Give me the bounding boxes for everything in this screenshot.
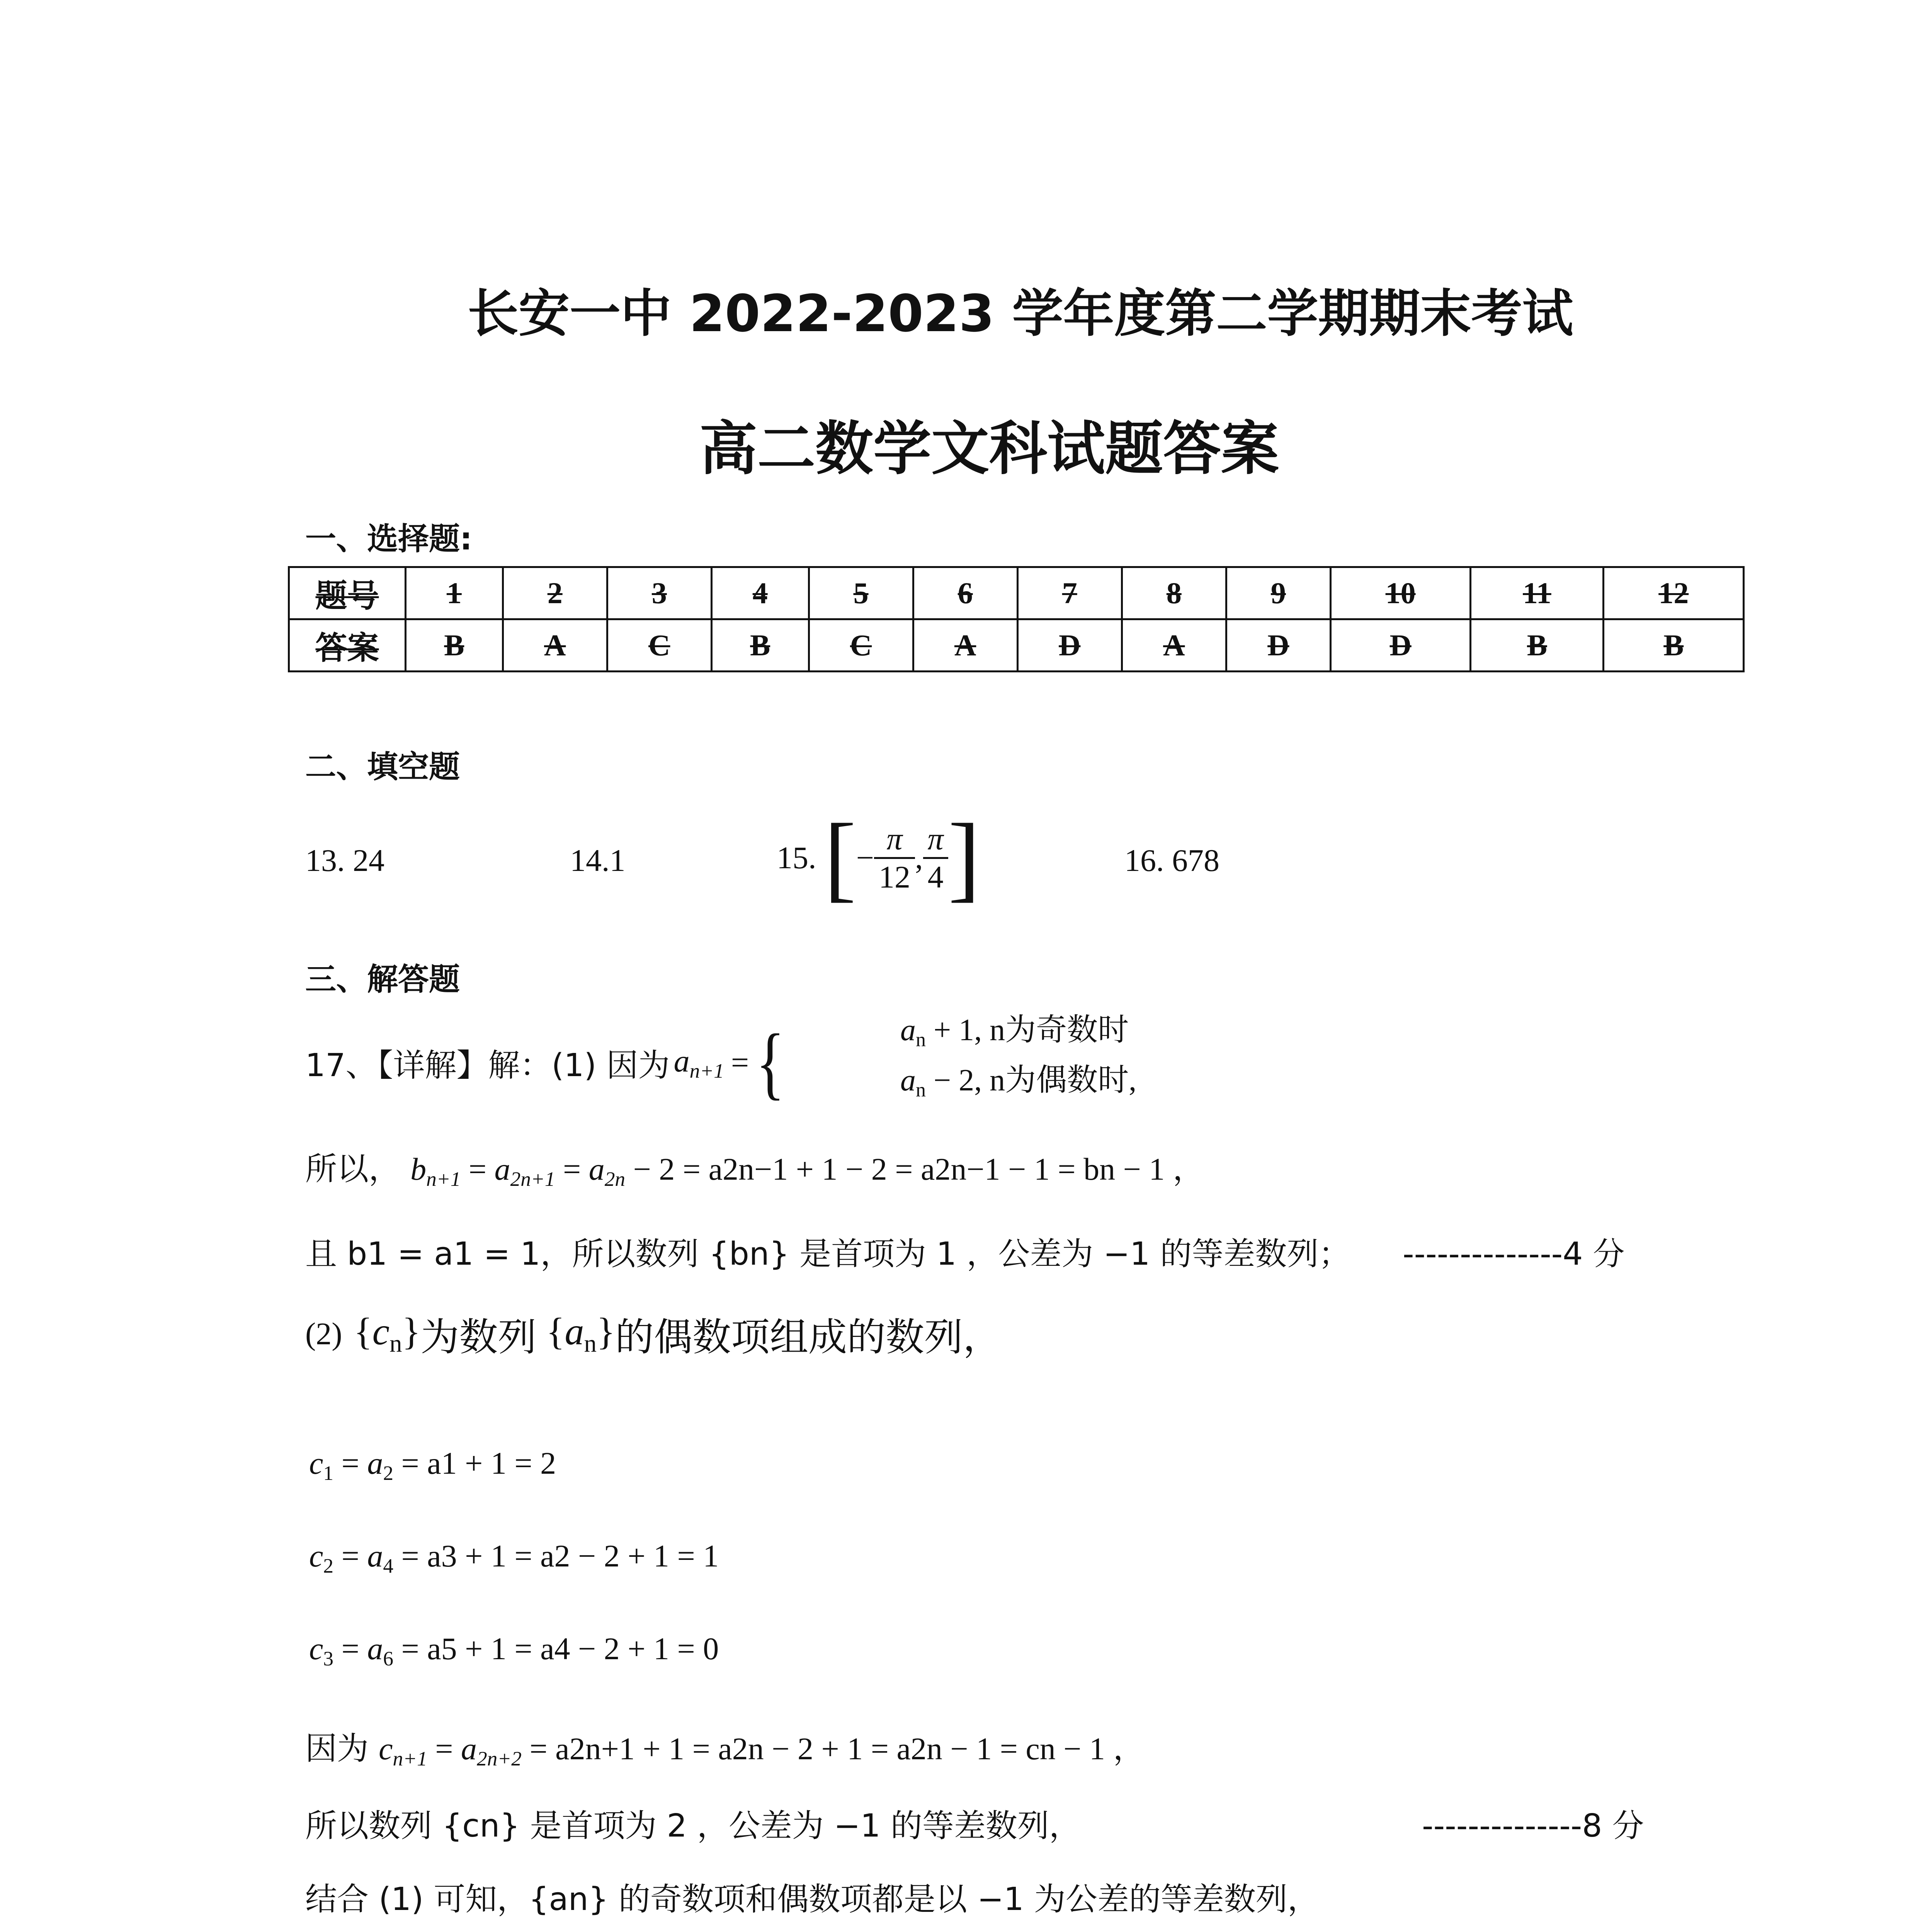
set-an: $\{a_n\}$	[546, 1310, 616, 1358]
answer-15	[777, 804, 980, 911]
answer-cell: D	[1330, 619, 1470, 672]
question-number: 1	[406, 567, 503, 619]
fraction-numerator: π	[874, 821, 915, 859]
section1-heading: 一、选择题:	[305, 521, 472, 557]
answer-cell: C	[809, 619, 913, 672]
left-brace: {	[756, 1017, 785, 1108]
fraction-pi-4	[923, 821, 948, 895]
score-4: --------------4 分	[1403, 1236, 1625, 1272]
row-header-question: 题号	[289, 567, 406, 619]
p17-intro	[305, 1017, 785, 1108]
answer-16: 16. 678	[1124, 843, 1219, 878]
p17-so-cn: 所以数列 {cn} 是首项为 2 ，公差为 −1 的等差数列，	[305, 1808, 1081, 1844]
answer-cell: B	[1604, 619, 1744, 672]
p17-so-label: 所以，	[305, 1151, 401, 1187]
question-number: 6	[913, 567, 1017, 619]
p17-part2-label: (2)	[305, 1316, 342, 1351]
answer-15-label: 15.	[777, 840, 816, 875]
fraction-pi-12	[874, 821, 915, 895]
answer-cell: B	[406, 619, 503, 672]
p17-line-so	[305, 1144, 1204, 1191]
section3-heading: 三、解答题	[305, 961, 460, 997]
p17-case1-text: + 1, n为奇数时	[934, 1013, 1129, 1047]
page-title: 长安一中 2022-2023 学年度第二学期期末考试	[468, 284, 1573, 344]
fraction-denominator: 4	[927, 859, 944, 895]
equals-sign: =	[731, 1045, 749, 1080]
set-cn: $\{c_n\}$	[354, 1310, 421, 1358]
p17-b-expr-prefix: bn+1 = a2n+1 = a2n − 2	[410, 1151, 683, 1190]
answer-14: 14.1	[570, 843, 626, 878]
answer-cell: B	[1471, 619, 1604, 672]
table-row	[289, 619, 1744, 672]
p17-because	[305, 1723, 1145, 1770]
p17-part2-text-a: 为数列	[420, 1315, 537, 1360]
answer-cell: B	[711, 619, 809, 672]
answer-table	[288, 566, 1745, 672]
p17-c2: $c_2 = a_4 = a3 + 1 = a2 - 2 + 1 = 1$	[309, 1538, 719, 1577]
question-number: 11	[1471, 567, 1604, 619]
answer-cell: A	[913, 619, 1017, 672]
answer-cell: D	[1017, 619, 1122, 672]
page-subtitle: 高二数学文科试题答案	[699, 415, 1279, 483]
p17-intro-text: 17、【详解】解：(1) 因为	[305, 1047, 670, 1084]
row-header-answer: 答案	[289, 619, 406, 672]
p17-c1: $c_1 = a_2 = a1 + 1 = 2$	[309, 1446, 556, 1485]
p17-c1-expr: = a1 + 1 = 2	[401, 1446, 556, 1481]
p17-so-expr: = a2n−1 + 1 − 2 = a2n−1 − 1 = bn − 1 ，	[682, 1151, 1204, 1187]
comma: ,	[915, 840, 923, 875]
question-number: 3	[607, 567, 711, 619]
p17-because-expr: = a2n+1 + 1 = a2n − 2 + 1 = a2n − 1 = cn − 1 ，	[529, 1731, 1145, 1766]
p17-because-prefix: cn+1 = a2n+2	[379, 1731, 522, 1770]
question-number: 7	[1017, 567, 1122, 619]
minus-sign: −	[856, 840, 874, 875]
table-row	[289, 567, 1744, 619]
question-number: 9	[1226, 567, 1330, 619]
answer-cell: D	[1226, 619, 1330, 672]
question-number: 8	[1122, 567, 1226, 619]
p17-a-n1: an+1	[673, 1043, 724, 1082]
p17-case2: $a_n - 2$, n为偶数时,	[900, 1063, 1137, 1101]
answer-13: 13. 24	[305, 843, 384, 878]
p17-c2-expr: = a3 + 1 = a2 − 2 + 1 = 1	[401, 1538, 719, 1573]
p17-and-text: 且 b1 = a1 = 1，所以数列 {bn} 是首项为 1 ，公差为 −1 的等差数列；	[305, 1236, 1350, 1272]
p17-part2	[305, 1306, 1002, 1362]
question-number: 12	[1604, 567, 1744, 619]
question-number: 5	[809, 567, 913, 619]
p17-c3-expr: = a5 + 1 = a4 − 2 + 1 = 0	[401, 1631, 719, 1666]
question-number: 10	[1330, 567, 1470, 619]
right-bracket: ]	[948, 804, 980, 911]
p17-because-label: 因为	[305, 1730, 369, 1767]
score-8: --------------8 分	[1422, 1808, 1644, 1844]
p17-combine: 结合 (1) 可知，{an} 的奇数项和偶数项都是以 −1 为公差的等差数列，	[305, 1881, 1319, 1918]
fraction-numerator: π	[923, 821, 948, 859]
p17-case2-text: − 2, n为偶数时	[934, 1063, 1129, 1097]
p17-part2-text-b: 的偶数项组成的数列，	[615, 1315, 1002, 1360]
question-number: 2	[503, 567, 607, 619]
answer-cell: A	[503, 619, 607, 672]
question-number: 4	[711, 567, 809, 619]
p17-c3: $c_3 = a_6 = a5 + 1 = a4 - 2 + 1 = 0$	[309, 1631, 719, 1670]
left-bracket: [	[824, 804, 856, 911]
fraction-denominator: 12	[879, 859, 911, 895]
answer-cell: C	[607, 619, 711, 672]
p17-case1: $a_n + 1$, n为奇数时	[900, 1013, 1129, 1051]
answer-cell: A	[1122, 619, 1226, 672]
p17-line-and	[305, 1229, 1350, 1274]
section2-heading: 二、填空题	[305, 749, 460, 785]
